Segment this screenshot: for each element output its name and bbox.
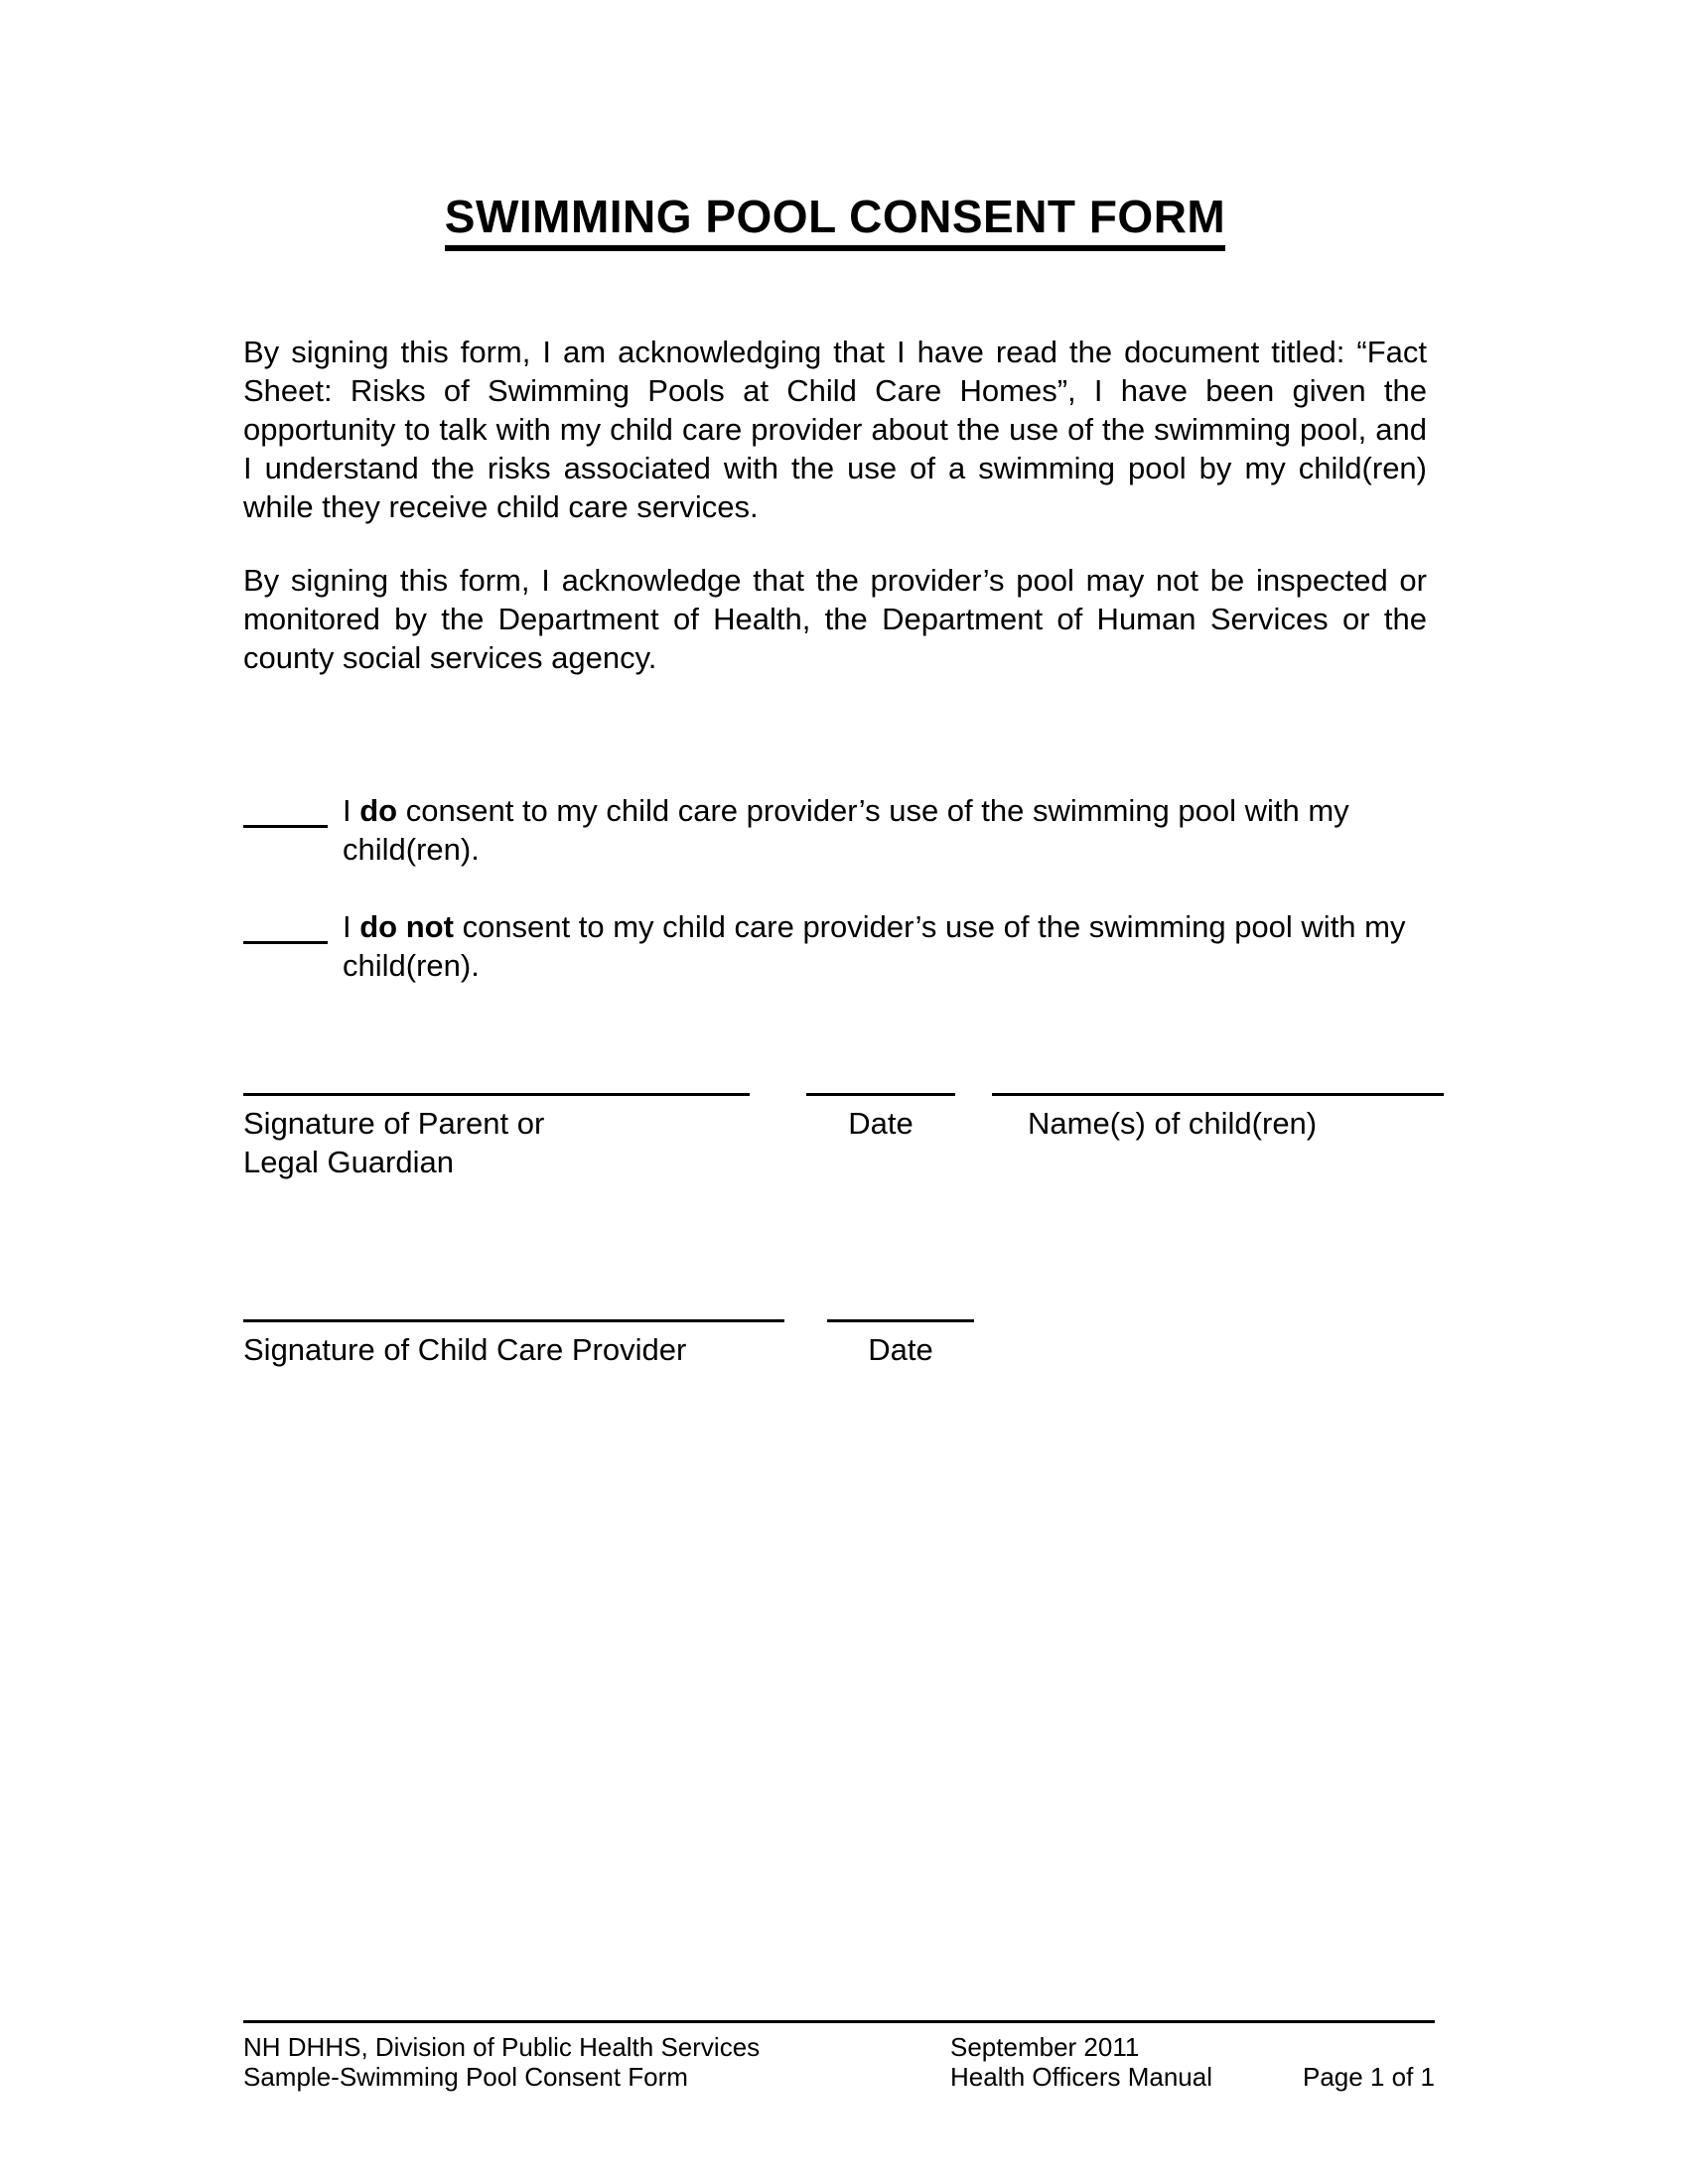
consent-do-fill-blank[interactable] (243, 791, 328, 828)
parent-signature-line[interactable] (243, 1093, 750, 1096)
consent-option-do-not (243, 907, 1427, 985)
consent-do-not-bold: do not (359, 909, 454, 944)
footer-date: September 2011 (950, 2032, 1140, 2062)
consent-do-post: consent to my child care provider’s use of the swimming pool with my child(ren). (343, 793, 1349, 867)
provider-signature-label: Signature of Child Care Provider (243, 1332, 687, 1367)
intro-paragraph: By signing this form, I am acknowledging that I have read the document titled: “Fact Sheet: Risks of Swimming Pools at Child Care Homes”, I have been given the opportunity to talk with my child care provider about the use of the swimming pool, and I understand the risks associated with the use of a swimming pool by my child(ren) while they receive child care services. (243, 335, 1427, 524)
consent-do-not-post: consent to my child care provider’s use of the swimming pool with my child(ren). (343, 909, 1406, 983)
footer-doc-title: Sample-Swimming Pool Consent Form (243, 2062, 688, 2092)
parent-signature-field (243, 1093, 750, 1181)
child-names-line[interactable] (992, 1093, 1444, 1096)
footer-agency: NH DHHS, Division of Public Health Services (243, 2032, 761, 2062)
acknowledgement-paragraph: By signing this form, I acknowledge that the provider’s pool may not be inspected or monitored by the Department of Health, the Department of Human Services or the county social services agency. (243, 563, 1427, 675)
provider-date-field (827, 1319, 974, 1369)
parent-signature-label-line1: Signature of Parent or (243, 1106, 545, 1141)
child-names-label: Name(s) of child(ren) (1028, 1106, 1318, 1141)
child-names-field (992, 1093, 1444, 1143)
page-footer (243, 2020, 1435, 2092)
parent-signature-label (243, 1104, 750, 1181)
provider-date-label: Date (868, 1332, 933, 1367)
consent-do-text (343, 791, 1427, 869)
provider-date-line[interactable] (827, 1319, 974, 1322)
consent-do-not-text (343, 907, 1427, 985)
parent-date-label: Date (848, 1106, 914, 1141)
parent-signature-label-line2: Legal Guardian (243, 1145, 454, 1179)
footer-manual: Health Officers Manual (950, 2062, 1212, 2092)
page-title: SWIMMING POOL CONSENT FORM (445, 192, 1225, 251)
footer-page-number: Page 1 of 1 (1303, 2062, 1435, 2092)
footer-row-1 (243, 2032, 1435, 2062)
consent-do-not-fill-blank[interactable] (243, 907, 328, 944)
consent-option-do (243, 791, 1427, 869)
consent-do-bold: do (359, 793, 398, 828)
provider-signature-row (243, 1319, 1427, 1369)
footer-row-2 (243, 2062, 1435, 2092)
parent-signature-row (243, 1093, 1427, 1181)
provider-signature-line[interactable] (243, 1319, 784, 1322)
provider-signature-field (243, 1319, 784, 1369)
footer-right-spacer (1278, 2032, 1435, 2062)
consent-do-pre: I (343, 793, 352, 828)
consent-do-not-pre: I (343, 909, 352, 944)
parent-date-field (806, 1093, 955, 1143)
parent-date-line[interactable] (806, 1093, 955, 1096)
title-block (243, 192, 1427, 251)
